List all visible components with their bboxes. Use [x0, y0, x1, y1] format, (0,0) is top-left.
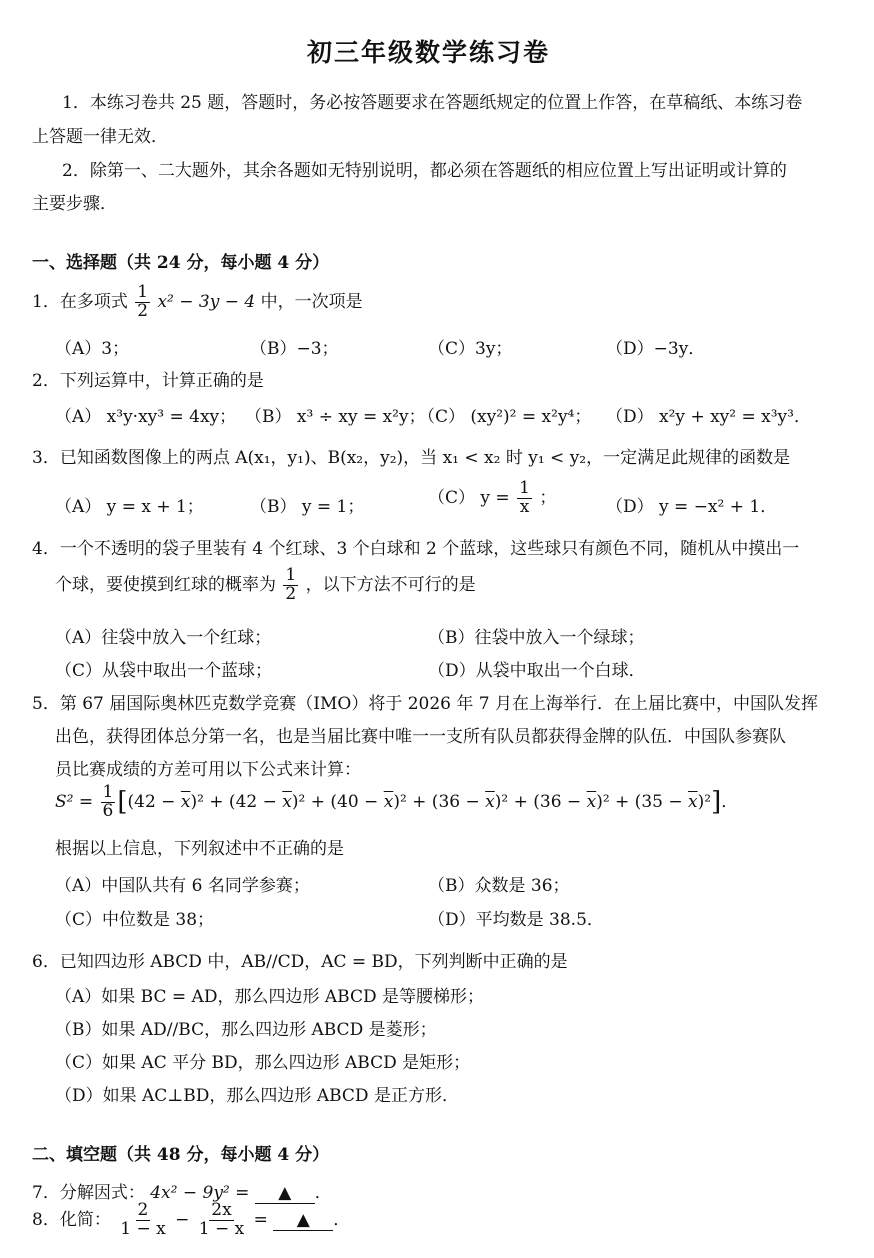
variance-formula: S² = $\frac{1}{6}$ $[(42 - \overline{x})^2 + (42 - \overline{x})^2 + (40 - \overline{x})^2 + (36 - \overline{x})^2 + (36 - \overline{x})^2 + (35 - \overline{x})^2]$． [55, 782, 739, 821]
q1-expression: x² − 3y − 4 [157, 291, 256, 312]
section-heading: 一、选择题（共 24 分，每小题 4 分） [32, 253, 330, 273]
minus-sign: − [175, 1209, 190, 1230]
q1-option-b: （B）−3； [250, 339, 339, 359]
q3-option-a: （A） y = x + 1； [55, 497, 204, 517]
q1-stem-end: 中，一次项是 [260, 291, 363, 312]
q6-option-b: （B）如果 AD//BC，那么四边形 ABCD 是菱形； [55, 1020, 437, 1040]
formula-fraction [101, 784, 116, 821]
denominator: 2 [285, 583, 297, 604]
q2-option-a: （A） x³y·xy³ = 4xy； [55, 407, 237, 427]
q4-option-c: （C）从袋中取出一个蓝球； [55, 661, 273, 681]
denominator: 6 [102, 800, 114, 821]
question-7 [32, 1178, 332, 1204]
q8-end: ． [333, 1209, 351, 1230]
q1-option-d: （D）−3y． [606, 339, 706, 359]
question-5: 5．第 67 届国际奥林匹克数学竞赛（IMO）将于 2026 年 7 月在上海举行．在上届比赛中，中国队发挥 [32, 694, 819, 714]
term-value: 42 [134, 791, 156, 812]
q5-option-d: （D）平均数是 38.5． [428, 910, 604, 930]
term-value: 42 [235, 791, 258, 812]
section-heading: 二、填空题（共 48 分，每小题 4 分） [32, 1145, 330, 1165]
note-line: 主要步骤． [32, 194, 117, 214]
q6-option-c: （C）如果 AC 平分 BD，那么四边形 ABCD 是矩形； [55, 1053, 471, 1073]
denominator: 1 − x [198, 1218, 245, 1239]
q8-fraction-1 [118, 1202, 167, 1239]
q1-option-c: （C）3y； [428, 339, 513, 359]
equals-sign: = [253, 1209, 268, 1230]
q8-stem: 8．化简： [32, 1209, 111, 1230]
q3-option-c-label: （C） y = [428, 487, 510, 508]
question-5-line: 员比赛成绩的方差可用以下公式来计算： [55, 760, 361, 780]
triangle-icon: ▲ [296, 1209, 310, 1230]
question-4-line2 [55, 567, 476, 604]
numerator: 2 [137, 1200, 149, 1220]
question-2: 2．下列运算中，计算正确的是 [32, 371, 264, 391]
q2-option-c: （C） (xy²)² = x²y⁴； [418, 407, 592, 427]
q5-option-b: （B）众数是 36； [428, 876, 570, 896]
triangle-icon: ▲ [278, 1183, 292, 1203]
q3-option-c [428, 480, 556, 517]
answer-blank [273, 1210, 333, 1231]
note-line: 2．除第一、二大题外，其余各题如无特别说明，都必须在答题纸的相应位置上写出证明或计算的 [62, 161, 787, 181]
numerator: 1 [137, 282, 149, 302]
term-value: 36 [438, 791, 461, 812]
q8-fraction-2 [197, 1202, 246, 1239]
q4-text: 个球，要使摸到红球的概率为 [55, 574, 276, 595]
q1-option-a: （A）3； [55, 339, 130, 359]
question-3: 3．已知函数图像上的两点 A(x₁，y₁)、B(x₂，y₂)，当 x₁ < x₂ 时 y₁ < y₂，一定满足此规律的函数是 [32, 448, 791, 468]
bracket-open: [ [117, 786, 128, 817]
q3-option-c-end: ； [539, 487, 557, 508]
numerator: 2x [211, 1200, 232, 1220]
term-value: 40 [337, 791, 359, 812]
q6-option-a: （A）如果 BC = AD，那么四边形 ABCD 是等腰梯形； [55, 987, 484, 1007]
q5-option-a: （A）中国队共有 6 名同学参赛； [55, 876, 310, 896]
bracket-close: ] [711, 786, 722, 817]
formula-end: ． [721, 791, 739, 812]
note-line: 1．本练习卷共 25 题，答题时，务必按答题要求在答题纸规定的位置上作答，在草稿纸、本练习卷 [62, 93, 803, 113]
q1-stem: 1．在多项式 [32, 291, 128, 312]
question-1 [32, 284, 363, 321]
question-8 [32, 1202, 350, 1239]
q4-fraction [283, 567, 298, 604]
q4-option-b: （B）往袋中放入一个绿球； [428, 628, 645, 648]
q5-option-c: （C）中位数是 38； [55, 910, 215, 930]
page-title: 初三年级数学练习卷 [307, 38, 551, 67]
denominator: 2 [137, 300, 149, 321]
numerator: 1 [519, 478, 530, 498]
numerator: 1 [285, 565, 297, 585]
note-line: 上答题一律无效． [32, 127, 168, 147]
term-value: 35 [641, 791, 663, 812]
answer-blank [255, 1183, 315, 1204]
formula-lhs: S² = [55, 791, 94, 812]
q1-fraction [135, 284, 150, 321]
question-5-after: 根据以上信息，下列叙述中不正确的是 [55, 839, 344, 859]
q3-c-fraction [517, 480, 532, 517]
q2-option-d: （D） x²y + xy² = x³y³． [606, 407, 811, 427]
q4-option-d: （D）从袋中取出一个白球． [428, 661, 646, 681]
question-4: 4．一个不透明的袋子里装有 4 个红球、3 个白球和 2 个蓝球，这些球只有颜色不同，随机从中摸出一 [32, 539, 800, 559]
denominator: x [519, 496, 530, 517]
question-5-line: 出色，获得团体总分第一名，也是当届比赛中唯一一支所有队员都获得金牌的队伍．中国队参赛队 [55, 727, 786, 747]
question-6: 6．已知四边形 ABCD 中，AB//CD，AC = BD，下列判断中正确的是 [32, 952, 568, 972]
q4-option-a: （A）往袋中放入一个红球； [55, 628, 272, 648]
q6-option-d: （D）如果 AC⊥BD，那么四边形 ABCD 是正方形． [55, 1086, 459, 1106]
q2-option-b: （B） x³ ÷ xy = x²y； [245, 407, 426, 427]
term-value: 36 [539, 791, 562, 812]
q3-option-b: （B） y = 1； [250, 497, 365, 517]
q7-stem: 7．分解因式： [32, 1183, 145, 1203]
q3-option-d: （D） y = −x² + 1． [606, 497, 778, 517]
q4-text-end: ，以下方法不可行的是 [305, 574, 476, 595]
denominator: 1 − x [120, 1218, 166, 1239]
numerator: 1 [102, 782, 114, 802]
q7-end: ． [314, 1183, 332, 1203]
q7-expression: 4x² − 9y² = [150, 1183, 250, 1203]
